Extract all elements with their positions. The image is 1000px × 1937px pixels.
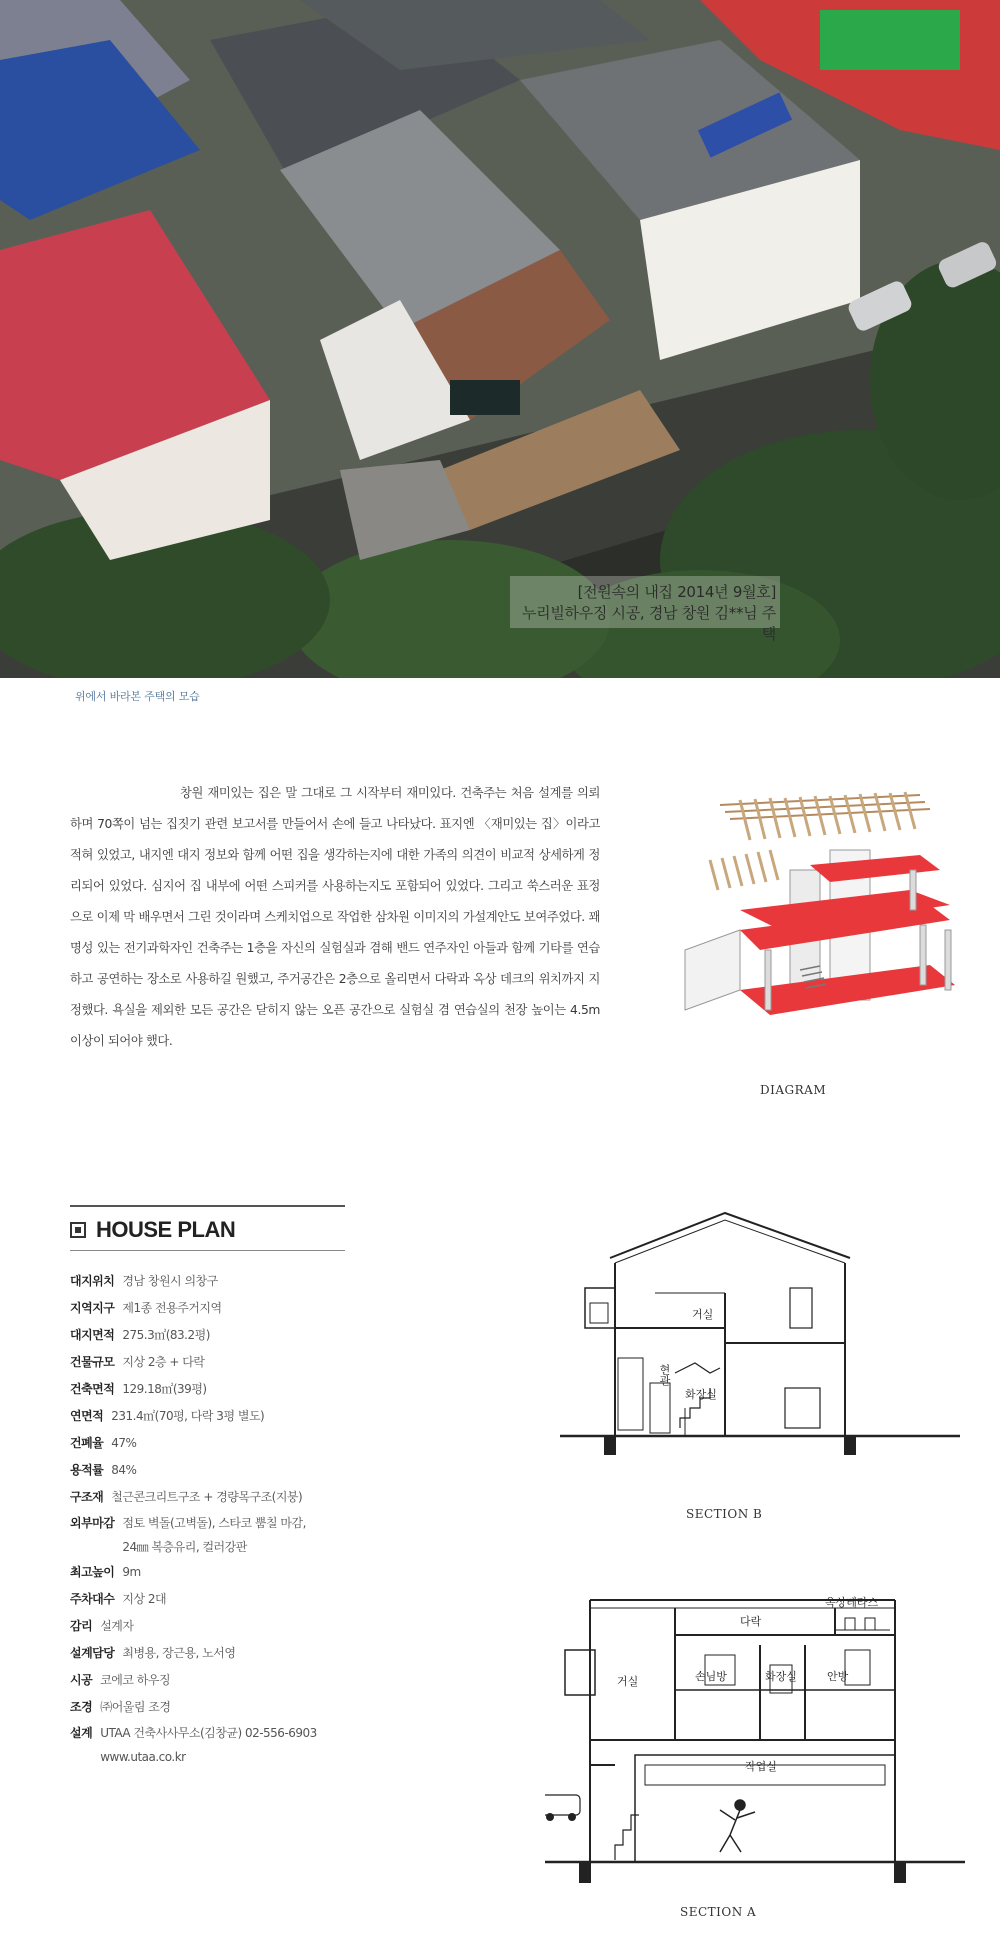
- spec-row: [70, 1349, 370, 1376]
- spec-row: [70, 1322, 370, 1349]
- spec-key: 구조재: [70, 1490, 104, 1504]
- house-plan-heading: [70, 1217, 235, 1243]
- spec-key: 감리: [70, 1619, 93, 1633]
- spec-row: [70, 1430, 370, 1457]
- spec-value: 철근콘크리트구조 + 경량목구조(지붕): [111, 1490, 303, 1504]
- spec-key: 지역지구: [70, 1301, 115, 1315]
- spec-row: [70, 1376, 370, 1403]
- spec-value: 9m: [122, 1565, 141, 1579]
- photo-caption-credit: 누리빌하우징 시공, 경남 창원 김**님 주택: [521, 604, 776, 643]
- section-a-drawing: [545, 1590, 965, 1890]
- spec-value: 275.3㎡(83.2평): [122, 1328, 210, 1342]
- spec-key: 대지위치: [70, 1274, 115, 1288]
- spec-value: 231.4㎡(70평, 다락 3평 별도): [111, 1409, 265, 1423]
- spec-key: 용적률: [70, 1463, 104, 1477]
- photo-caption: [516, 582, 776, 645]
- spec-key: 설계: [70, 1726, 93, 1740]
- spec-key: 시공: [70, 1673, 93, 1687]
- section-b-label: SECTION B: [686, 1507, 763, 1521]
- section-a-living-label: 거실: [617, 1676, 639, 1688]
- section-a-attic-label: 다락: [740, 1616, 762, 1628]
- house-plan-rule-bottom: [70, 1250, 345, 1251]
- person-figure-icon: [720, 1800, 755, 1852]
- spec-key: 건폐율: [70, 1436, 104, 1450]
- spec-value-cont: 24㎜ 복층유리, 컬러강판: [122, 1540, 247, 1554]
- section-a-label: SECTION A: [680, 1905, 757, 1919]
- axonometric-diagram: [680, 790, 970, 1040]
- spec-value: 최병용, 장근용, 노서영: [122, 1646, 236, 1660]
- spec-row: [70, 1457, 370, 1484]
- spec-value: 지상 2층 + 다락: [122, 1355, 205, 1369]
- photo-label: 위에서 바라본 주택의 모습: [75, 690, 200, 703]
- square-bullet-icon: [70, 1222, 86, 1238]
- car-icon: [545, 1795, 580, 1821]
- spec-key: 주차대수: [70, 1592, 115, 1606]
- spec-key: 외부마감: [70, 1516, 115, 1530]
- spec-value: 84%: [111, 1463, 137, 1477]
- section-a-bath-label: 화장실: [765, 1671, 797, 1683]
- spec-value: 제1종 전용주거지역: [122, 1301, 222, 1315]
- section-a-workroom-label: 작업실: [745, 1761, 777, 1773]
- spec-row: [70, 1484, 370, 1511]
- spec-row: [70, 1559, 370, 1586]
- section-b-living-label: 거실: [692, 1309, 714, 1321]
- spec-value: 점토 벽돌(고벽돌), 스타코 뿜칠 마감,: [122, 1516, 306, 1530]
- aerial-photo-illustration: [0, 0, 1000, 678]
- spec-row: [70, 1268, 370, 1295]
- section-b-drawing: [560, 1208, 960, 1478]
- spec-row: [70, 1586, 370, 1613]
- photo-caption-issue: [전원속의 내집 2014년 9월호]: [577, 583, 776, 601]
- spec-key: 건물규모: [70, 1355, 115, 1369]
- spec-value: 129.18㎡(39평): [122, 1382, 207, 1396]
- spec-value: UTAA 건축사사무소(김창균) 02-556-6903: [100, 1726, 317, 1740]
- spec-row: [70, 1295, 370, 1322]
- spec-row: [70, 1511, 370, 1559]
- spec-value: ㈜어울림 조경: [100, 1700, 171, 1714]
- section-b-entrance-label: 현관: [658, 1364, 670, 1386]
- spec-key: 설계담당: [70, 1646, 115, 1660]
- house-plan-specs: [70, 1268, 370, 1769]
- spec-key: 대지면적: [70, 1328, 115, 1342]
- article-body: 창원 재미있는 집은 말 그대로 그 시작부터 재미있다. 건축주는 처음 설계를 의뢰하며 70쪽이 넘는 집짓기 관련 보고서를 만들어서 손에 들고 나타났다. 표지엔 〈재미있는 집〉이라고 적혀 있었고, 내지엔 대지 정보와 함께 어떤 집을 생각하는지에 대한 가족의 의견이 비교적 상세하게 정리되어 있었다. 심지어 집 내부에 어떤 스피커를 사용하는지도 포함되어 있었다. 그리고 쑥스러운 표정으로 이제 막 배우면서 그린 것이라며 스케치업으로 작업한 삼차원 이미지의 가설계안도 보여주었다. 꽤 명성 있는 전기과학자인 건축주는 1층을 자신의 실험실과 겸해 밴드 연주자인 아들과 함께 기타를 연습하고 공연하는 장소로 사용하길 원했고, 주거공간은 2층으로 올리면서 다락과 옥상 데크의 위치까지 지정했다. 욕실을 제외한 모든 공간은 닫히지 않는 오픈 공간으로 실험실 겸 연습실의 천장 높이는 4.5m 이상이 되어야 했다.: [70, 786, 600, 1048]
- spec-value: 코에코 하우징: [100, 1673, 171, 1687]
- diagram-label: DIAGRAM: [760, 1083, 827, 1097]
- spec-row: [70, 1613, 370, 1640]
- spec-value-cont: www.utaa.co.kr: [100, 1750, 186, 1764]
- spec-key: 연면적: [70, 1409, 104, 1423]
- section-b-bath-label: 화장실: [685, 1389, 717, 1401]
- house-plan-title: HOUSE PLAN: [96, 1217, 236, 1242]
- spec-key: 조경: [70, 1700, 93, 1714]
- spec-value: 설계자: [100, 1619, 134, 1633]
- house-plan-rule-top: [70, 1205, 345, 1207]
- spec-key: 최고높이: [70, 1565, 115, 1579]
- spec-row: [70, 1721, 370, 1769]
- section-a-guest-label: 손님방: [695, 1671, 727, 1683]
- spec-row: [70, 1640, 370, 1667]
- section-a-master-label: 안방: [827, 1671, 849, 1683]
- spec-row: [70, 1667, 370, 1694]
- spec-value: 경남 창원시 의창구: [122, 1274, 218, 1288]
- spec-row: [70, 1403, 370, 1430]
- spec-key: 건축면적: [70, 1382, 115, 1396]
- spec-row: [70, 1694, 370, 1721]
- section-a-terrace-label: 옥상테라스: [825, 1597, 879, 1609]
- aerial-photo: [0, 0, 1000, 678]
- spec-value: 지상 2대: [122, 1592, 167, 1606]
- spec-value: 47%: [111, 1436, 137, 1450]
